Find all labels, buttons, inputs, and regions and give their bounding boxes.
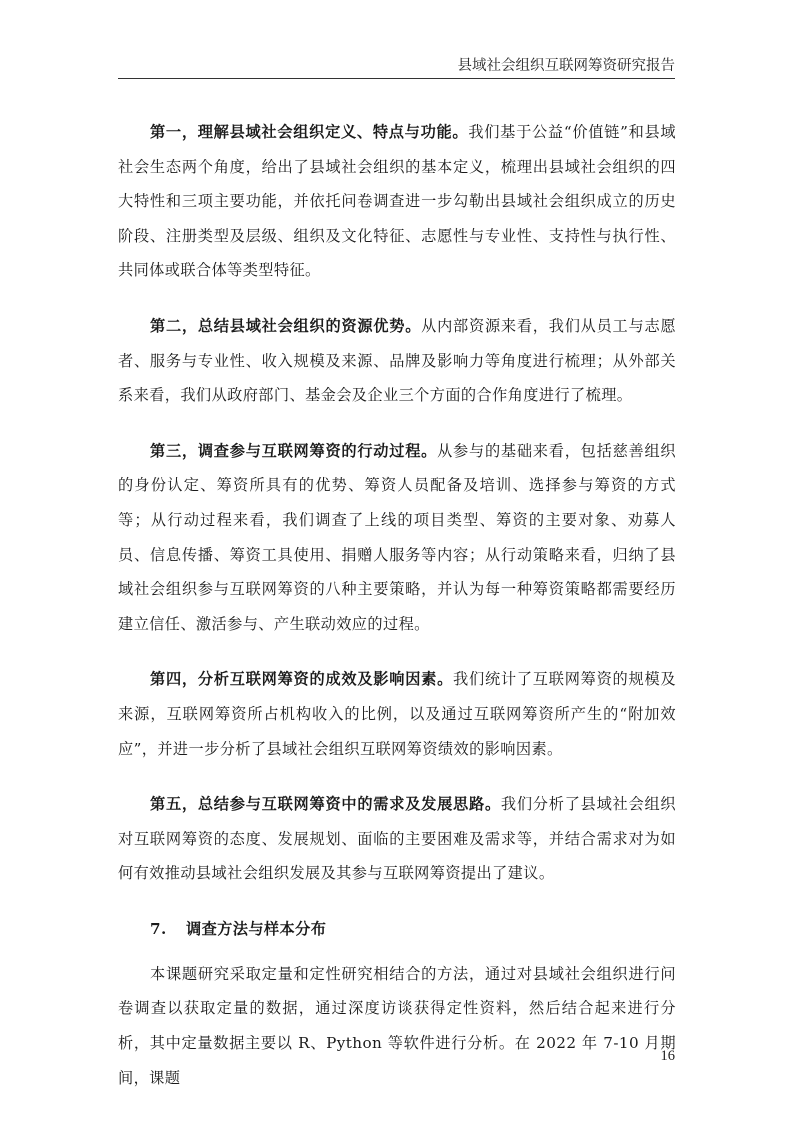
paragraph-3-text: 从参与的基础来看，包括慈善组织的身份认定、筹资所具有的优势、筹资人员配备及培训、选择参与筹资的方式等；从行动过程来看，我们调查了上线的项目类型、筹资的主要对象、劝募人员、信息传播、筹资工具使用、捐赠人服务等内容；从行动策略来看，归纳了县域社会组织参与互联网筹资的八种主要策略，并认为每一种筹资策略都需要经历建立信任、激活参与、产生联动效应的过程。 xyxy=(118,441,677,633)
section-paragraph xyxy=(118,957,676,1095)
running-header-title: 县域社会组织互联网筹资研究报告 xyxy=(457,58,675,74)
paragraph-2-lead: 第二，总结县域社会组织的资源优势。 xyxy=(150,316,422,335)
paragraph-1 xyxy=(118,115,676,288)
paragraph-1-lead: 第一，理解县域社会组织定义、特点与功能。 xyxy=(150,123,469,141)
paragraph-5-lead: 第五，总结参与互联网筹资中的需求及发展思路。 xyxy=(150,795,501,814)
paragraph-4 xyxy=(118,662,676,766)
paragraph-2-text: 从内部资源来看，我们从员工与志愿者、服务与专业性、收入规模及来源、品牌及影响力等角度进行梳理；从外部关系来看，我们从政府部门、基金会及企业三个方面的合作角度进行了梳理。 xyxy=(118,316,676,405)
paragraph-3 xyxy=(118,434,676,642)
section-title: 调查方法与样本分布 xyxy=(186,919,327,938)
paragraph-4-text: 我们统计了互联网筹资的规模及来源，互联网筹资所占机构收入的比例，以及通过互联网筹资所产生的“附加效应”，并进一步分析了县域社会组织互联网筹资绩效的影响因素。 xyxy=(118,670,676,758)
paragraph-2 xyxy=(118,309,676,413)
paragraph-4-lead: 第四，分析互联网筹资的成效及影响因素。 xyxy=(150,670,454,689)
paragraph-5-text: 我们分析了县域社会组织对互联网筹资的态度、发展规划、面临的主要困难及需求等，并结合需求对为如何有效推动县域社会组织发展及其参与互联网筹资提出了建议。 xyxy=(118,795,676,883)
paragraph-1-text: 我们基于公益“价值链”和县域社会生态两个角度，给出了县域社会组织的基本定义，梳理出县域社会组织的四大特性和三项主要功能，并依托问卷调查进一步勾勒出县域社会组织成立的历史阶段、注册类型及层级、组织及文化特征、志愿性与专业性、支持性与执行性、共同体或联合体等类型特征。 xyxy=(118,123,677,280)
paragraph-3-lead: 第三，调查参与互联网筹资的行动过程。 xyxy=(150,441,438,460)
section-number: 7. xyxy=(150,919,167,938)
running-header xyxy=(118,56,675,79)
paragraph-5 xyxy=(118,787,676,891)
section-paragraph-text: 本课题研究采取定量和定性研究相结合的方法，通过对县域社会组织进行问卷调查以获取定量的数据，通过深度访谈获得定性资料，然后结合起来进行分析，其中定量数据主要以 R、Python 等软件进行分析。在 2022 年 7-10 月期间，课题 xyxy=(118,964,676,1087)
section-heading xyxy=(118,912,676,946)
page-body xyxy=(118,115,676,1116)
page-number: 16 xyxy=(660,1048,675,1064)
